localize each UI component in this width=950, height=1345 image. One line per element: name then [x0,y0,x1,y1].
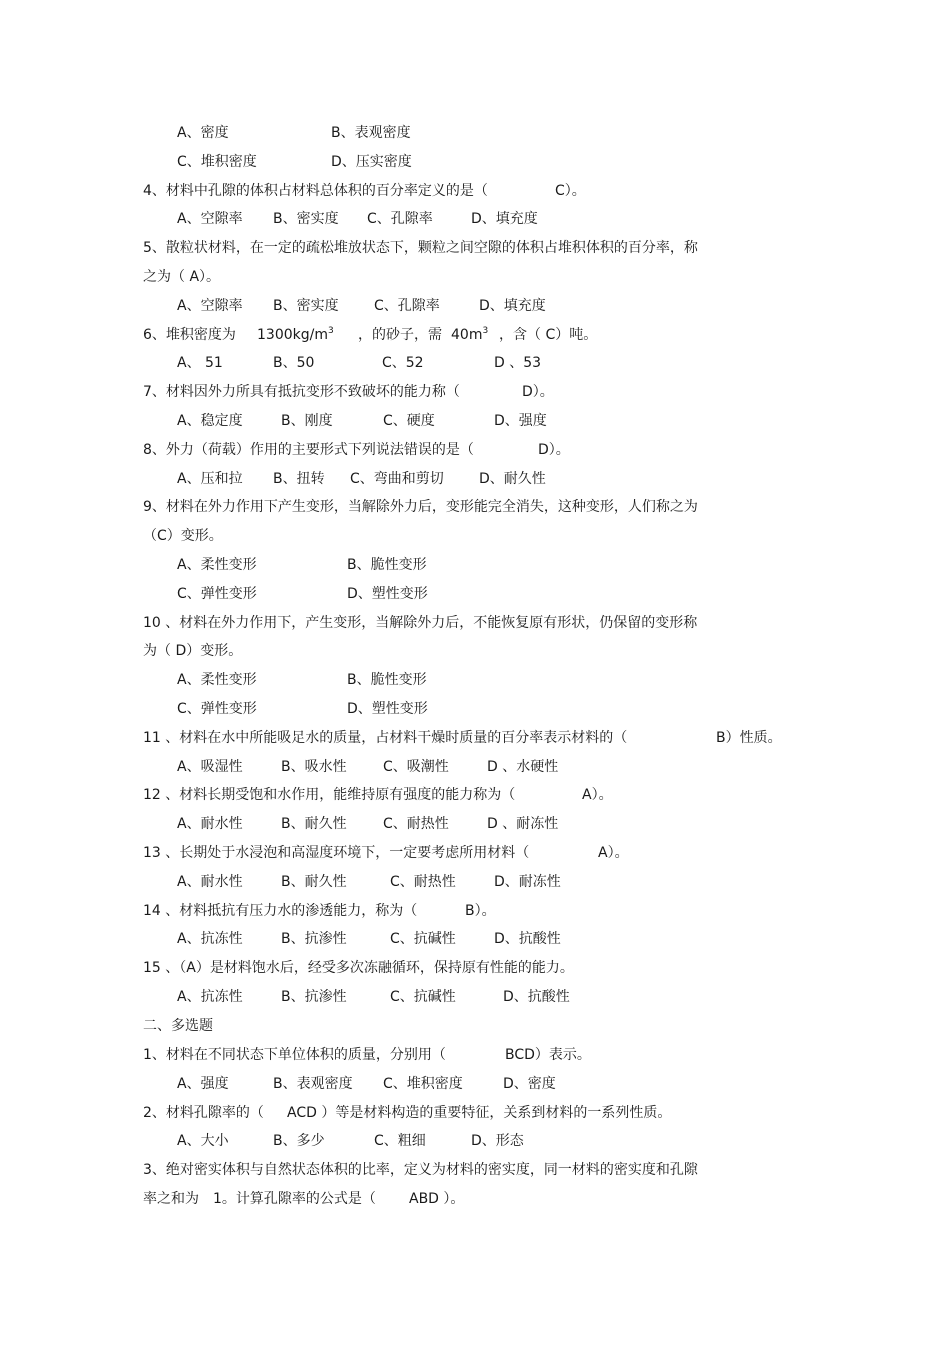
text-line-segment: D、压实密度 [331,154,412,170]
text-line-segment: A、空隙率 [177,211,243,227]
text-line-segment: D、抗酸性 [503,989,570,1005]
text-line-segment: ACD ）等是材料构造的重要特征，关系到材料的一系列性质。 [287,1105,672,1121]
text-line-segment: 1、材料在不同状态下单位体积的质量，分别用（ [143,1047,446,1063]
text-line-segment: $40m^3$ [451,326,489,343]
text-line-segment: B、抗渗性 [281,989,347,1005]
text-line-segment: 8、外力（荷载）作用的主要形式下列说法错误的是（ [143,442,474,458]
text-line-segment: B、多少 [273,1133,325,1149]
text-line-segment: 1。计算孔隙率的公式是（ [213,1191,376,1207]
text-line-segment: B、刚度 [281,413,333,429]
text-line-segment: D、形态 [471,1133,524,1149]
text-line-segment: 2、材料孔隙率的（ [143,1105,264,1121]
text-line-segment: C、堆积密度 [177,154,257,170]
text-line-segment: A、耐水性 [177,874,243,890]
text-line-segment: C、弹性变形 [177,586,257,602]
text-line-segment: A、抗冻性 [177,989,243,1005]
text-line-segment: B）性质。 [716,730,782,746]
text-line-segment: ABD ）。 [409,1191,465,1207]
text-line-segment: B、抗渗性 [281,931,347,947]
text-line-segment: C）。 [555,183,586,199]
text-line-segment: A、抗冻性 [177,931,243,947]
text-line-segment: D 、耐冻性 [487,816,559,832]
text-line-segment: D、密度 [503,1076,556,1092]
text-line-segment: 15 、（A）是材料饱水后，经受多次冻融循环，保持原有性能的能力。 [143,960,574,976]
superscript: 3 [327,326,334,336]
text-line-segment: A、强度 [177,1076,229,1092]
text-line-segment: B、耐久性 [281,816,347,832]
text-line-segment: 4、材料中孔隙的体积占材料总体积的百分率定义的是（ [143,183,488,199]
text-line-segment: 10 、材料在外力作用下，产生变形，当解除外力后，不能恢复原有形状，仍保留的变形称 [143,615,698,631]
text-line-segment: A、密度 [177,125,229,141]
text-line-segment: 9、材料在外力作用下产生变形，当解除外力后，变形能完全消失，这种变形，人们称之为 [143,499,698,515]
text-line-segment: C、孔隙率 [367,211,433,227]
text-line-segment: A、耐水性 [177,816,243,832]
text-line-segment: D、耐久性 [479,471,546,487]
text-line-segment: B、密实度 [273,211,339,227]
text-line-segment: D、塑性变形 [347,586,428,602]
text-line-segment: A）。 [598,845,629,861]
text-line-segment: A、柔性变形 [177,557,257,573]
text-line-segment: C、堆积密度 [383,1076,463,1092]
text-line-segment: B、扭转 [273,471,325,487]
text-line-segment: C、硬度 [383,413,435,429]
text-line-segment: 12 、材料长期受饱和水作用，能维持原有强度的能力称为（ [143,787,516,803]
text-line-segment: A、 51 [177,355,223,371]
text-line-segment: C、抗碱性 [390,989,456,1005]
text-line-segment: B、表观密度 [331,125,411,141]
text-line-segment: A、压和拉 [177,471,243,487]
text-line-segment: C、弹性变形 [177,701,257,717]
text-line-segment: C、弯曲和剪切 [350,471,444,487]
text-line-segment: 为（ D）变形。 [143,643,243,659]
text-line-segment: 二、多选题 [143,1018,213,1034]
text-line-segment: B、密实度 [273,298,339,314]
text-line-segment: 6、堆积密度为 [143,327,236,343]
text-line-segment: 7、材料因外力所具有抵抗变形不致破坏的能力称（ [143,384,460,400]
text-line-segment: C、抗碱性 [390,931,456,947]
text-line-segment: B、耐久性 [281,874,347,890]
text-line-segment: 3、绝对密实体积与自然状态体积的比率，定义为材料的密实度，同一材料的密实度和孔隙 [143,1162,698,1178]
text-line-segment: C、耐热性 [383,816,449,832]
text-line-segment: BCD）表示。 [505,1047,591,1063]
text-line-segment: 之为（ A）。 [143,269,221,285]
text-line-segment: 率之和为 [143,1191,199,1207]
text-line-segment: B、表观密度 [273,1076,353,1092]
text-line-segment: ，的砂子，需 [358,327,442,343]
text-line-segment: A、大小 [177,1133,229,1149]
text-line-segment: A、吸湿性 [177,759,243,775]
superscript: 3 [482,326,489,336]
text-line-segment: C、吸潮性 [383,759,449,775]
text-line-segment: D、填充度 [479,298,546,314]
text-line-segment: D 、水硬性 [487,759,559,775]
text-line-segment: D、填充度 [471,211,538,227]
text-line-segment: D、耐冻性 [494,874,561,890]
text-line-segment: D、塑性变形 [347,701,428,717]
text-line-segment: ，含（ C）吨。 [499,327,598,343]
text-line-segment: D 、53 [494,355,542,371]
text-line-segment: A、柔性变形 [177,672,257,688]
text-line-segment: B、脆性变形 [347,557,427,573]
text-line-segment: A、稳定度 [177,413,243,429]
text-line-segment: B、脆性变形 [347,672,427,688]
text-line-segment: 13 、长期处于水浸泡和高湿度环境下，一定要考虑所用材料（ [143,845,530,861]
text-line-segment: （C）变形。 [143,528,223,544]
text-line-segment: C、耐热性 [390,874,456,890]
text-line-segment: C、52 [382,355,424,371]
text-line-segment: D、抗酸性 [494,931,561,947]
text-line-segment: B、吸水性 [281,759,347,775]
text-line-segment: D）。 [522,384,554,400]
text-line-segment: 11 、材料在水中所能吸足水的质量，占材料干燥时质量的百分率表示材料的（ [143,730,628,746]
text-line-segment: 14 、材料抵抗有压力水的渗透能力，称为（ [143,903,418,919]
text-line-segment: C、孔隙率 [374,298,440,314]
text-line-segment: 5、散粒状材料，在一定的疏松堆放状态下，颗粒之间空隙的体积占堆积体积的百分率，称 [143,240,698,256]
text-line-segment: A）。 [582,787,613,803]
text-line-segment: A、空隙率 [177,298,243,314]
text-line-segment: D）。 [538,442,570,458]
text-line-segment: B、50 [273,355,315,371]
text-line-segment: D、强度 [494,413,547,429]
text-line-segment: $1300kg/m^3$ [257,326,334,343]
text-line-segment: C、粗细 [374,1133,426,1149]
text-line-segment: B）。 [465,903,496,919]
